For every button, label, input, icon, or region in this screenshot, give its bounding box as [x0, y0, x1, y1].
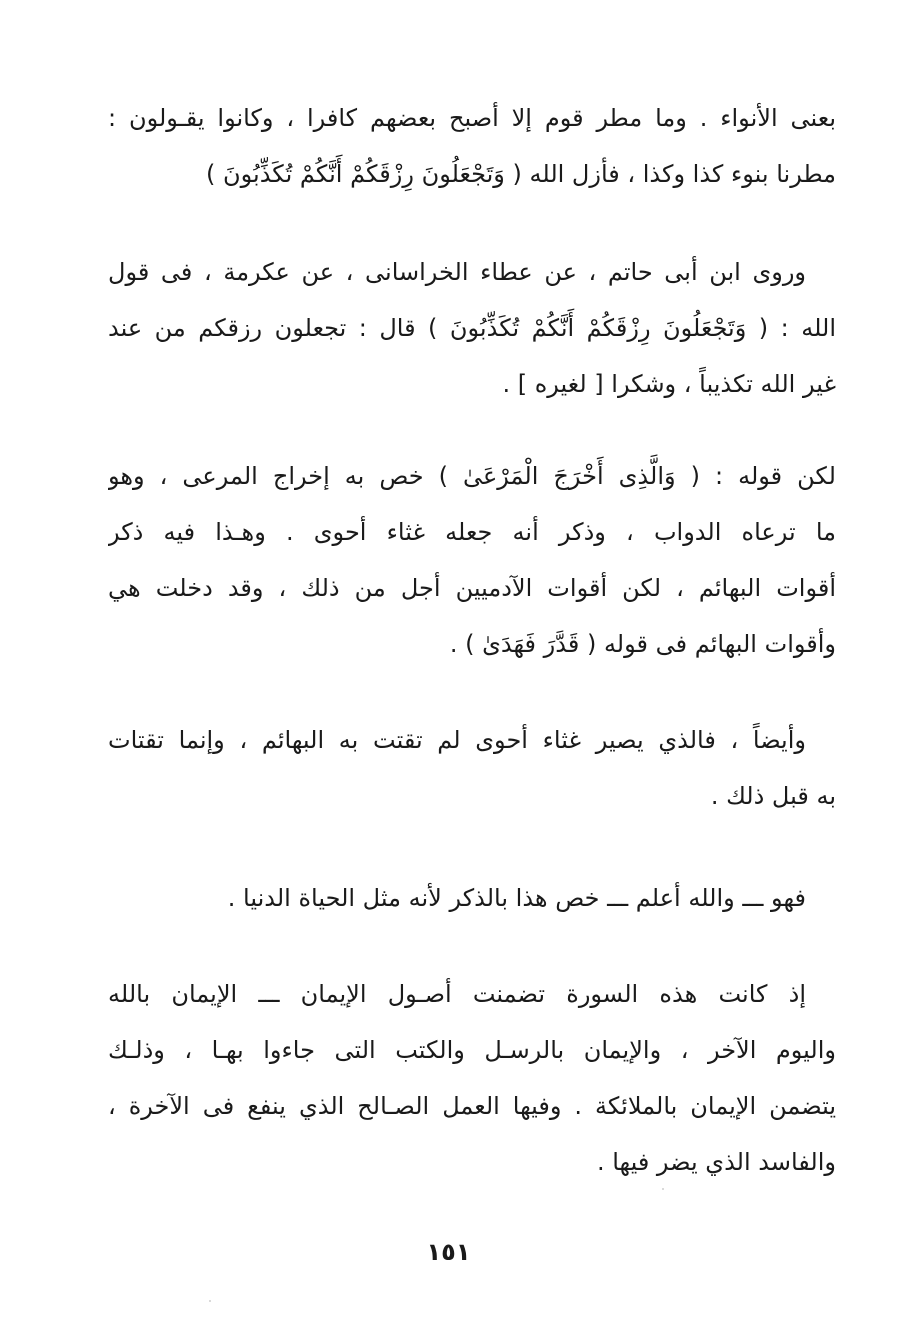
- paragraph-5: [108, 870, 836, 926]
- text-line: والفاسد الذي يضر فيها .: [596, 1148, 836, 1176]
- page-number: ١٥١: [426, 1238, 471, 1266]
- paragraph-1: [108, 90, 836, 202]
- scan-speck: [209, 1300, 211, 1302]
- text-line: غير الله تكذيباً ، وشكرا [ لغيره ] .: [502, 370, 836, 398]
- text-line: فهو ـــ والله أعلم ـــ خص هذا بالذكر لأنه مثل الحياة الدنيا .: [227, 884, 806, 912]
- text-line: وأقوات البهائم فى قوله ( قَدَّرَ فَهَدَىٰ ) .: [449, 630, 836, 658]
- scan-speck: [662, 1188, 664, 1190]
- paragraph-4: [108, 712, 836, 824]
- text-line: واليوم الآخر ، والإيمان بالرسـل والكتب التى جاءوا بهـا ، وذلـك: [108, 1036, 836, 1064]
- text-line: بعنى الأنواء . وما مطر قوم إلا أصبح بعضهم كافرا ، وكانوا يقـولون :: [108, 104, 836, 132]
- text-line: به قبل ذلك .: [710, 782, 836, 810]
- text-line: مطرنا بنوء كذا وكذا ، فأزل الله ( وَتَجْعَلُونَ رِزْقَكُمْ أَنَّكُمْ تُكَذِّبُونَ ): [206, 160, 836, 188]
- paragraph-2: [108, 244, 836, 412]
- text-line: يتضمن الإيمان بالملائكة . وفيها العمل الصـالح الذي ينفع فى الآخرة ،: [108, 1092, 836, 1120]
- text-line: وأيضاً ، فالذي يصير غثاء أحوى لم تقتت به البهائم ، وإنما تقتات: [108, 726, 806, 754]
- text-line: لكن قوله : ( وَالَّذِى أَخْرَجَ الْمَرْعَىٰ ) خص به إخراج المرعى ، وهو: [108, 462, 836, 490]
- text-line: إذ كانت هذه السورة تضمنت أصـول الإيمان ـــ الإيمان بالله: [108, 980, 806, 1008]
- text-line: الله : ( وَتَجْعَلُونَ رِزْقَكُمْ أَنَّكُمْ تُكَذِّبُونَ ) قال : تجعلون رزقكم من عند: [108, 314, 836, 342]
- text-line: أقوات البهائم ، لكن أقوات الآدميين أجل من ذلك ، وقد دخلت هي: [108, 574, 836, 602]
- paragraph-6: [108, 966, 836, 1190]
- paragraph-3: [108, 448, 836, 672]
- body-text: [108, 90, 836, 1190]
- text-line: وروى ابن أبى حاتم ، عن عطاء الخراسانى ، عن عكرمة ، فى قول: [108, 258, 806, 286]
- text-line: ما ترعاه الدواب ، وذكر أنه جعله غثاء أحوى . وهـذا فيه ذكر: [108, 518, 836, 546]
